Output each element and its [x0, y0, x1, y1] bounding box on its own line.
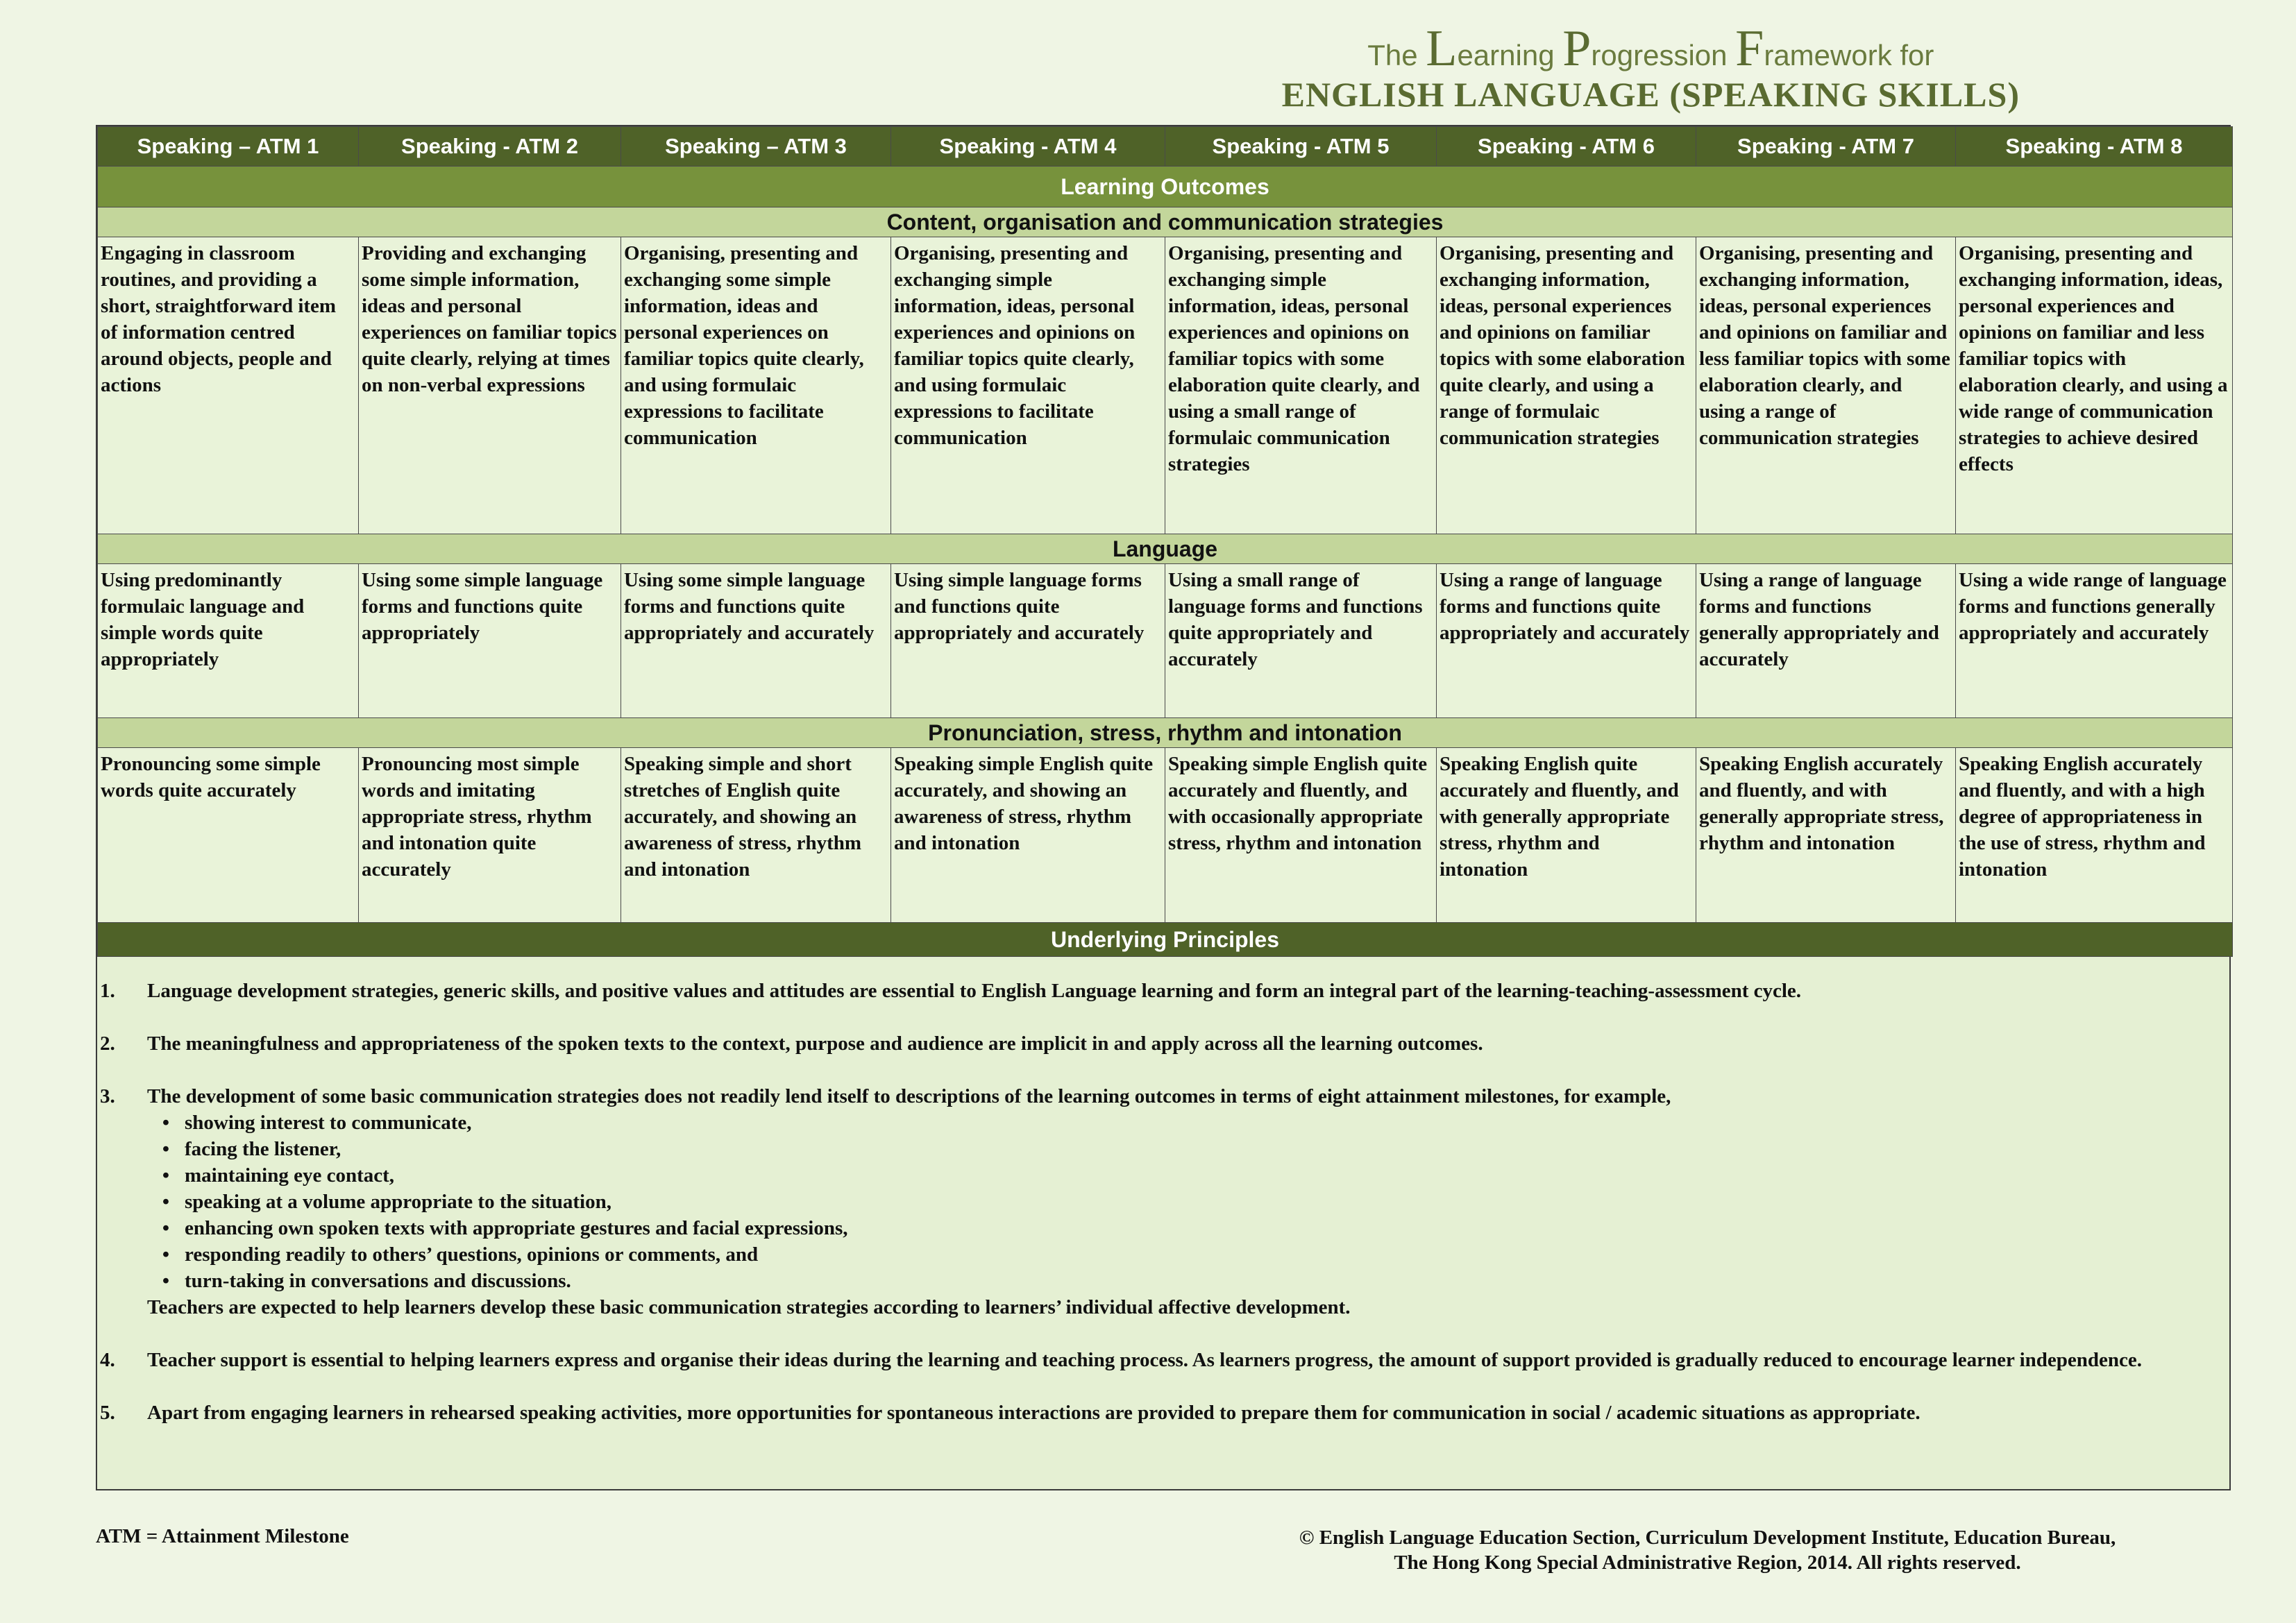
- bullet-icon: •: [162, 1270, 170, 1292]
- principle-text: The meaningfulness and appropriateness of the spoken texts to the context, purpose and audience are implicit in and apply across all the learning outcomes.: [147, 1033, 1483, 1055]
- section-title-language: Language: [98, 534, 2233, 564]
- learning-outcomes-banner: Learning Outcomes: [98, 167, 2233, 207]
- title-line-1: [1282, 20, 2020, 78]
- principle-item: [100, 1347, 2227, 1373]
- bullet-text: maintaining eye contact,: [185, 1164, 395, 1187]
- language-cell-atm-2: Using some simple language forms and functions quite appropriately: [359, 564, 621, 718]
- header-row: [98, 127, 2233, 167]
- language-row: [98, 564, 2233, 718]
- content-cell-atm-4: Organising, presenting and exchanging simple information, ideas, personal experiences and opinions on familiar topics quite clearly, and using formulaic expressions to facilitate communication: [891, 237, 1165, 534]
- bullet-text: showing interest to communicate,: [185, 1112, 472, 1134]
- framework-frame: [96, 125, 2231, 1490]
- bullet-text: responding readily to others’ questions, opinions or comments, and: [185, 1243, 759, 1266]
- title-initial-f: F: [1735, 20, 1764, 77]
- bullet-icon: •: [162, 1191, 170, 1213]
- bullet-icon: •: [162, 1217, 170, 1239]
- principle-text-block: [147, 1083, 2227, 1320]
- pronunciation-cell-atm-3: Speaking simple and short stretches of English quite accurately, and showing an awareness of stress, rhythm and intonation: [621, 748, 891, 923]
- language-cell-atm-8: Using a wide range of language forms and functions generally appropriately and accurately: [1956, 564, 2233, 718]
- content-cell-atm-5: Organising, presenting and exchanging simple information, ideas, personal experiences and opinions on familiar topics with some elaboration quite clearly, and using a small range of formulaic communication strategies: [1165, 237, 1437, 534]
- section-title-content: Content, organisation and communication strategies: [98, 207, 2233, 237]
- bullet-icon: •: [162, 1112, 170, 1134]
- principle-item: [100, 1030, 2227, 1057]
- header-atm-6: Speaking - ATM 6: [1437, 127, 1696, 167]
- language-cell-atm-4: Using simple language forms and functions quite appropriately and accurately: [891, 564, 1165, 718]
- principle-text: The development of some basic communication strategies does not readily lend itself to descriptions of the learning outcomes in terms of eight attainment milestones, for example,: [147, 1085, 1671, 1107]
- pronunciation-cell-atm-4: Speaking simple English quite accurately, and showing an awareness of stress, rhythm and intonation: [891, 748, 1165, 923]
- language-cell-atm-1: Using predominantly formulaic language and simple words quite appropriately: [98, 564, 359, 718]
- title-initial-l: L: [1426, 20, 1458, 77]
- header-atm-7: Speaking - ATM 7: [1696, 127, 1956, 167]
- bullet-item: [147, 1189, 2227, 1215]
- language-cell-atm-7: Using a range of language forms and functions generally appropriately and accurately: [1696, 564, 1956, 718]
- principle-number: 1.: [100, 980, 115, 1002]
- principle-text: Teachers are expected to help learners develop these basic communication strategies according to learners’ individual affective development.: [147, 1296, 1351, 1318]
- principle-item: [100, 978, 2227, 1004]
- bullet-text: facing the listener,: [185, 1138, 341, 1160]
- bullet-text: enhancing own spoken texts with appropriate gestures and facial expressions,: [185, 1217, 848, 1239]
- principles-list: [97, 957, 2229, 1426]
- header-atm-5: Speaking - ATM 5: [1165, 127, 1437, 167]
- framework-table: [97, 126, 2233, 957]
- principle-number: 2.: [100, 1033, 115, 1055]
- content-cell-atm-1: Engaging in classroom routines, and providing a short, straightforward item of information centred around objects, people and actions: [98, 237, 359, 534]
- bullet-icon: •: [162, 1164, 170, 1187]
- principle-text: Language development strategies, generic skills, and positive values and attitudes are essential to English Language learning and form an integral part of the learning-teaching-assessment cycle.: [147, 980, 1802, 1002]
- bullet-text: turn-taking in conversations and discussions.: [185, 1270, 571, 1292]
- bullet-item: [147, 1268, 2227, 1294]
- pronunciation-cell-atm-6: Speaking English quite accurately and fluently, and with generally appropriate stress, rhythm and intonation: [1437, 748, 1696, 923]
- bullet-icon: •: [162, 1138, 170, 1160]
- language-cell-atm-6: Using a range of language forms and functions quite appropriately and accurately: [1437, 564, 1696, 718]
- header-atm-3: Speaking – ATM 3: [621, 127, 891, 167]
- language-cell-atm-3: Using some simple language forms and functions quite appropriately and accurately: [621, 564, 891, 718]
- copyright-notice: [1222, 1525, 2193, 1575]
- title-word-progression: rogression: [1591, 39, 1728, 71]
- bullet-item: [147, 1241, 2227, 1268]
- title-prefix: The: [1367, 39, 1418, 71]
- header-atm-2: Speaking - ATM 2: [359, 127, 621, 167]
- bullet-item: [147, 1110, 2227, 1136]
- header-atm-4: Speaking - ATM 4: [891, 127, 1165, 167]
- pronunciation-cell-atm-8: Speaking English accurately and fluently, and with a high degree of appropriateness in the use of stress, rhythm and intonation: [1956, 748, 2233, 923]
- title-word-framework: ramework for: [1764, 39, 1934, 71]
- content-row: [98, 237, 2233, 534]
- underlying-principles-banner: Underlying Principles: [98, 923, 2233, 957]
- title-line-2: ENGLISH LANGUAGE (SPEAKING SKILLS): [1281, 75, 2020, 114]
- pronunciation-cell-atm-7: Speaking English accurately and fluently, and with generally appropriate stress, rhythm and intonation: [1696, 748, 1956, 923]
- title-word-learning: earning: [1457, 39, 1555, 71]
- bullet-icon: •: [162, 1243, 170, 1266]
- content-cell-atm-8: Organising, presenting and exchanging information, ideas, personal experiences and opinions on familiar and less familiar topics with elaboration clearly, and using a wide range of communication strategies to achieve desired effects: [1956, 237, 2233, 534]
- content-cell-atm-3: Organising, presenting and exchanging some simple information, ideas and personal experiences on familiar topics quite clearly, and using formulaic expressions to facilitate communication: [621, 237, 891, 534]
- title-initial-p: P: [1562, 20, 1592, 77]
- content-cell-atm-2: Providing and exchanging some simple information, ideas and personal experiences on familiar topics quite clearly, relying at times on non-verbal expressions: [359, 237, 621, 534]
- principle-number: 5.: [100, 1402, 115, 1424]
- pronunciation-cell-atm-2: Pronouncing most simple words and imitating appropriate stress, rhythm and intonation quite accurately: [359, 748, 621, 923]
- principle-number: 3.: [100, 1085, 115, 1107]
- bullet-item: [147, 1215, 2227, 1241]
- language-cell-atm-5: Using a small range of language forms and functions quite appropriately and accurately: [1165, 564, 1437, 718]
- principle-text: Teacher support is essential to helping learners express and organise their ideas during the learning and teaching process. As learners progress, the amount of support provided is gradually reduced to encourage learner independence.: [147, 1349, 2143, 1371]
- principle-item: [100, 1400, 2227, 1426]
- strategy-bullet-list: [147, 1110, 2227, 1294]
- bullet-item: [147, 1136, 2227, 1162]
- header-atm-1: Speaking – ATM 1: [98, 127, 359, 167]
- content-cell-atm-7: Organising, presenting and exchanging information, ideas, personal experiences and opinions on familiar and less familiar topics with some elaboration clearly, and using a range of communication strategies: [1696, 237, 1956, 534]
- pronunciation-row: [98, 748, 2233, 923]
- principle-item: [100, 1083, 2227, 1320]
- atm-legend: ATM = Attainment Milestone: [96, 1525, 349, 1547]
- content-cell-atm-6: Organising, presenting and exchanging information, ideas, personal experiences and opinions on familiar topics with some elaboration quite clearly, and using a range of formulaic communication strategies: [1437, 237, 1696, 534]
- pronunciation-cell-atm-1: Pronouncing some simple words quite accurately: [98, 748, 359, 923]
- bullet-item: [147, 1162, 2227, 1189]
- header-atm-8: Speaking - ATM 8: [1956, 127, 2233, 167]
- pronunciation-cell-atm-5: Speaking simple English quite accurately and fluently, and with occasionally appropriate stress, rhythm and intonation: [1165, 748, 1437, 923]
- principle-number: 4.: [100, 1349, 115, 1371]
- copyright-line-1: © English Language Education Section, Curriculum Development Institute, Education Bureau,: [1299, 1527, 2116, 1549]
- copyright-line-2: The Hong Kong Special Administrative Region, 2014. All rights reserved.: [1394, 1552, 2021, 1574]
- principle-text: Apart from engaging learners in rehearsed speaking activities, more opportunities for spontaneous interactions are provided to prepare them for communication in social / academic situations as appropriate.: [147, 1402, 1921, 1424]
- section-title-pronunciation: Pronunciation, stress, rhythm and intonation: [98, 718, 2233, 748]
- page-title: [1281, 20, 2020, 114]
- bullet-text: speaking at a volume appropriate to the situation,: [185, 1191, 611, 1213]
